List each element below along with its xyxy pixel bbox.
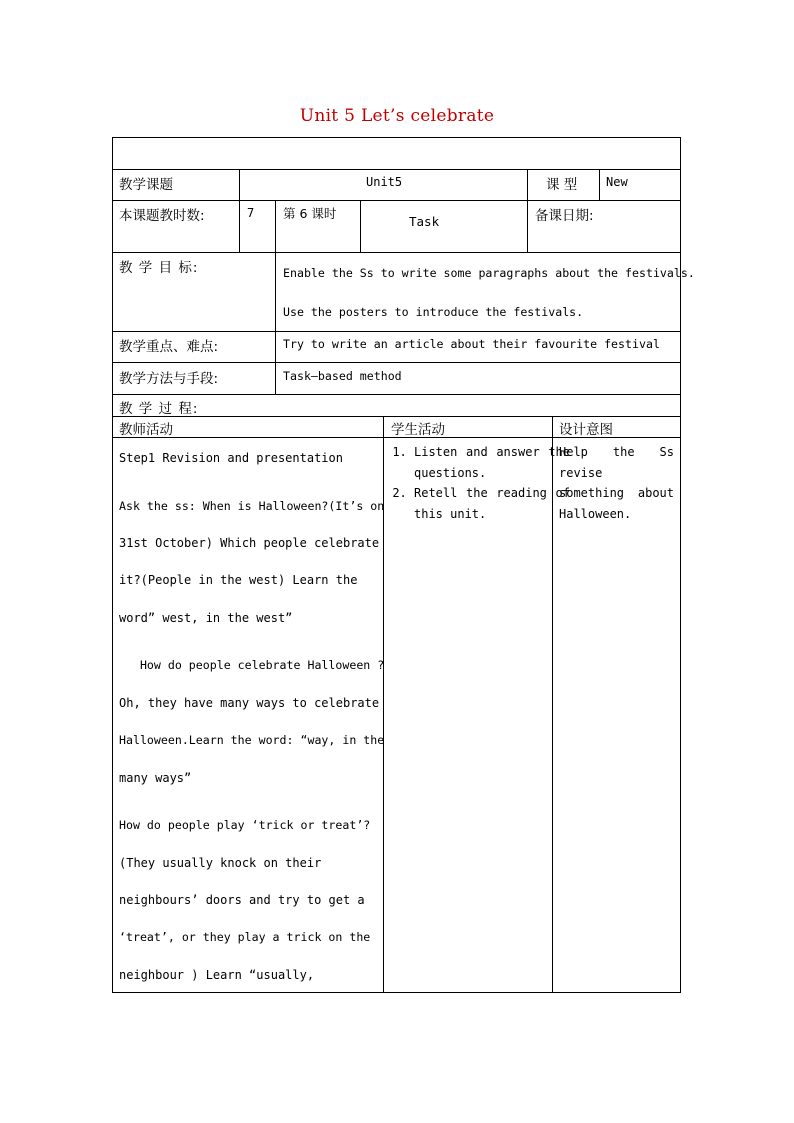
teacher-line: many ways” (119, 771, 192, 785)
teacher-line: Step1 Revision and presentation (119, 451, 343, 465)
list-item: 2. Retell the reading of this unit. (414, 483, 570, 524)
teacher-line: Halloween.Learn the word: “way, in the (119, 733, 385, 747)
student-activity-list (390, 442, 570, 524)
focus-label: 教学重点、难点: (119, 339, 219, 355)
type-label: 课 型 (546, 177, 578, 193)
student-column-header: 学生活动 (391, 422, 445, 438)
type-value: New (606, 175, 628, 189)
date-label: 备课日期: (535, 208, 594, 224)
teacher-line: Ask the ss: When is Halloween?(It’s on (119, 499, 385, 513)
intent-text: Help the Ss revise something about Halloween. (559, 445, 674, 521)
objectives-label: 教 学 目 标: (119, 260, 199, 276)
teacher-line: neighbour ) Learn “usually, (119, 968, 315, 982)
teacher-line: word” west, in the west” (119, 611, 293, 625)
list-item: 1. Listen and answer the questions. (414, 442, 570, 483)
process-label: 教 学 过 程: (119, 401, 199, 417)
hours-value-cell (239, 200, 276, 253)
topic-label: 教学课题 (119, 177, 173, 193)
teacher-line: How do people celebrate Halloween ? (119, 658, 385, 672)
topic-value: Unit5 (366, 175, 403, 189)
intent-column-header: 设计意图 (559, 422, 613, 438)
teacher-line: (They usually knock on their (119, 856, 322, 870)
methods-value: Task—based method (283, 369, 402, 383)
teacher-line: 31st October) Which people celebrate (119, 536, 380, 550)
focus-value: Try to write an article about their favourite festival (283, 337, 660, 351)
period-value: Task (409, 214, 440, 229)
objectives-value-cell (275, 252, 681, 332)
teacher-line: it?(People in the west) Learn the (119, 573, 358, 587)
objective-line-2: Use the posters to introduce the festivals. (283, 305, 584, 319)
hours-label: 本课题教时数: (119, 208, 205, 224)
teacher-line: Oh, they have many ways to celebrate (119, 696, 380, 710)
methods-label: 教学方法与手段: (119, 371, 219, 387)
period-value-cell (360, 200, 528, 253)
teacher-line: ‘treat’, or they play a trick on the (119, 930, 371, 944)
teacher-line: How do people play ‘trick or treat’? (119, 818, 371, 832)
objective-line-1: Enable the Ss to write some paragraphs about the festivals. (283, 266, 695, 280)
teacher-line: neighbours’ doors and try to get a (119, 893, 365, 907)
teacher-column-header: 教师活动 (119, 422, 173, 438)
hours-value: 7 (247, 206, 255, 220)
period-label: 第 6 课时 (283, 206, 337, 221)
page-title: Unit 5 Let’s celebrate (299, 106, 495, 126)
teacher-activity-cell (112, 437, 384, 993)
